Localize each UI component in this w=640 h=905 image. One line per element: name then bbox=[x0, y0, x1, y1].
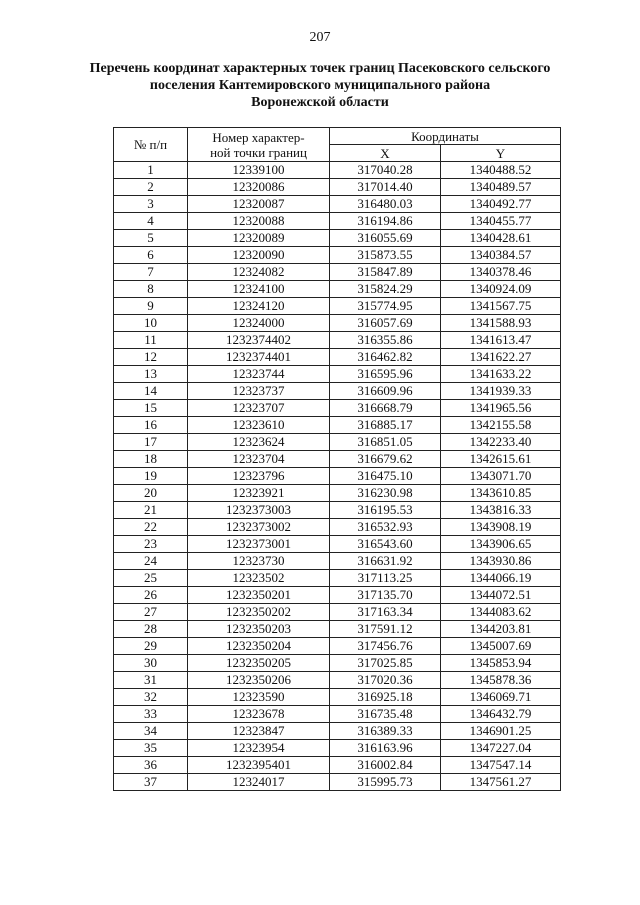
cell-x: 316195.53 bbox=[330, 502, 441, 519]
cell-number: 5 bbox=[114, 230, 188, 247]
cell-number: 22 bbox=[114, 519, 188, 536]
cell-y: 1341613.47 bbox=[441, 332, 561, 349]
cell-point-id: 12323704 bbox=[188, 451, 330, 468]
table-body bbox=[114, 162, 561, 791]
cell-number: 21 bbox=[114, 502, 188, 519]
table-row bbox=[114, 604, 561, 621]
cell-y: 1344072.51 bbox=[441, 587, 561, 604]
cell-y: 1342155.58 bbox=[441, 417, 561, 434]
table-row bbox=[114, 672, 561, 689]
table-row bbox=[114, 332, 561, 349]
cell-point-id: 1232350205 bbox=[188, 655, 330, 672]
cell-x: 316885.17 bbox=[330, 417, 441, 434]
cell-y: 1346432.79 bbox=[441, 706, 561, 723]
cell-x: 316462.82 bbox=[330, 349, 441, 366]
cell-number: 24 bbox=[114, 553, 188, 570]
cell-point-id: 12324082 bbox=[188, 264, 330, 281]
cell-y: 1340455.77 bbox=[441, 213, 561, 230]
document-title bbox=[70, 60, 570, 111]
cell-number: 25 bbox=[114, 570, 188, 587]
cell-point-id: 12320088 bbox=[188, 213, 330, 230]
cell-number: 8 bbox=[114, 281, 188, 298]
cell-point-id: 1232373002 bbox=[188, 519, 330, 536]
cell-number: 30 bbox=[114, 655, 188, 672]
cell-x: 316925.18 bbox=[330, 689, 441, 706]
cell-y: 1343816.33 bbox=[441, 502, 561, 519]
cell-x: 317020.36 bbox=[330, 672, 441, 689]
cell-x: 315995.73 bbox=[330, 774, 441, 791]
cell-x: 315774.95 bbox=[330, 298, 441, 315]
cell-y: 1340384.57 bbox=[441, 247, 561, 264]
table-row bbox=[114, 281, 561, 298]
cell-point-id: 12324120 bbox=[188, 298, 330, 315]
cell-number: 16 bbox=[114, 417, 188, 434]
cell-x: 316609.96 bbox=[330, 383, 441, 400]
cell-number: 35 bbox=[114, 740, 188, 757]
cell-x: 316735.48 bbox=[330, 706, 441, 723]
cell-y: 1347561.27 bbox=[441, 774, 561, 791]
cell-y: 1345878.36 bbox=[441, 672, 561, 689]
cell-point-id: 12323707 bbox=[188, 400, 330, 417]
table-row bbox=[114, 468, 561, 485]
cell-number: 15 bbox=[114, 400, 188, 417]
cell-point-id: 1232350202 bbox=[188, 604, 330, 621]
cell-point-id: 12323624 bbox=[188, 434, 330, 451]
cell-point-id: 12323610 bbox=[188, 417, 330, 434]
cell-number: 2 bbox=[114, 179, 188, 196]
cell-x: 315847.89 bbox=[330, 264, 441, 281]
table-row bbox=[114, 213, 561, 230]
cell-y: 1345853.94 bbox=[441, 655, 561, 672]
cell-number: 34 bbox=[114, 723, 188, 740]
cell-x: 316631.92 bbox=[330, 553, 441, 570]
cell-y: 1341622.27 bbox=[441, 349, 561, 366]
cell-x: 317135.70 bbox=[330, 587, 441, 604]
cell-x: 317456.76 bbox=[330, 638, 441, 655]
cell-y: 1340924.09 bbox=[441, 281, 561, 298]
cell-point-id: 12320090 bbox=[188, 247, 330, 264]
table-row bbox=[114, 536, 561, 553]
cell-number: 36 bbox=[114, 757, 188, 774]
cell-point-id: 12323847 bbox=[188, 723, 330, 740]
cell-x: 316475.10 bbox=[330, 468, 441, 485]
cell-x: 316480.03 bbox=[330, 196, 441, 213]
cell-x: 316355.86 bbox=[330, 332, 441, 349]
cell-number: 19 bbox=[114, 468, 188, 485]
cell-number: 9 bbox=[114, 298, 188, 315]
table-row bbox=[114, 315, 561, 332]
table-row bbox=[114, 519, 561, 536]
cell-x: 317025.85 bbox=[330, 655, 441, 672]
cell-number: 26 bbox=[114, 587, 188, 604]
table-row bbox=[114, 162, 561, 179]
cell-point-id: 12323730 bbox=[188, 553, 330, 570]
cell-number: 32 bbox=[114, 689, 188, 706]
cell-number: 18 bbox=[114, 451, 188, 468]
cell-x: 317113.25 bbox=[330, 570, 441, 587]
table-row bbox=[114, 655, 561, 672]
table-row bbox=[114, 196, 561, 213]
table-row bbox=[114, 400, 561, 417]
cell-number: 27 bbox=[114, 604, 188, 621]
cell-y: 1345007.69 bbox=[441, 638, 561, 655]
cell-x: 317040.28 bbox=[330, 162, 441, 179]
cell-number: 17 bbox=[114, 434, 188, 451]
cell-x: 316532.93 bbox=[330, 519, 441, 536]
table-row bbox=[114, 264, 561, 281]
cell-y: 1343908.19 bbox=[441, 519, 561, 536]
header-point-line-1: Номер характер- bbox=[212, 129, 305, 145]
cell-point-id: 1232350206 bbox=[188, 672, 330, 689]
cell-y: 1340428.61 bbox=[441, 230, 561, 247]
cell-point-id: 1232350203 bbox=[188, 621, 330, 638]
cell-y: 1343610.85 bbox=[441, 485, 561, 502]
cell-point-id: 1232373003 bbox=[188, 502, 330, 519]
cell-point-id: 1232373001 bbox=[188, 536, 330, 553]
cell-y: 1341965.56 bbox=[441, 400, 561, 417]
table-row bbox=[114, 383, 561, 400]
table-row bbox=[114, 451, 561, 468]
cell-number: 20 bbox=[114, 485, 188, 502]
cell-y: 1346069.71 bbox=[441, 689, 561, 706]
table-row bbox=[114, 774, 561, 791]
cell-point-id: 12320087 bbox=[188, 196, 330, 213]
cell-y: 1341939.33 bbox=[441, 383, 561, 400]
cell-number: 29 bbox=[114, 638, 188, 655]
header-coordinates: Координаты bbox=[330, 128, 561, 145]
table-row bbox=[114, 349, 561, 366]
header-x: X bbox=[330, 145, 441, 162]
cell-point-id: 12323502 bbox=[188, 570, 330, 587]
cell-number: 7 bbox=[114, 264, 188, 281]
table-row bbox=[114, 434, 561, 451]
table-row bbox=[114, 570, 561, 587]
title-line-1: Перечень координат характерных точек границ Пасековского сельского bbox=[89, 61, 551, 76]
cell-number: 3 bbox=[114, 196, 188, 213]
cell-x: 316163.96 bbox=[330, 740, 441, 757]
cell-x: 316055.69 bbox=[330, 230, 441, 247]
cell-y: 1344203.81 bbox=[441, 621, 561, 638]
cell-point-id: 12323796 bbox=[188, 468, 330, 485]
title-line-3: Воронежской области bbox=[251, 95, 389, 110]
cell-number: 31 bbox=[114, 672, 188, 689]
cell-point-id: 12339100 bbox=[188, 162, 330, 179]
cell-point-id: 1232350201 bbox=[188, 587, 330, 604]
cell-x: 315824.29 bbox=[330, 281, 441, 298]
cell-x: 316668.79 bbox=[330, 400, 441, 417]
cell-x: 315873.55 bbox=[330, 247, 441, 264]
cell-y: 1343906.65 bbox=[441, 536, 561, 553]
header-point bbox=[188, 128, 330, 162]
cell-y: 1343071.70 bbox=[441, 468, 561, 485]
cell-point-id: 12323744 bbox=[188, 366, 330, 383]
cell-x: 317591.12 bbox=[330, 621, 441, 638]
cell-number: 37 bbox=[114, 774, 188, 791]
table-row bbox=[114, 740, 561, 757]
cell-x: 316194.86 bbox=[330, 213, 441, 230]
cell-y: 1346901.25 bbox=[441, 723, 561, 740]
cell-x: 317014.40 bbox=[330, 179, 441, 196]
cell-x: 316057.69 bbox=[330, 315, 441, 332]
cell-y: 1341588.93 bbox=[441, 315, 561, 332]
coordinates-table bbox=[113, 127, 561, 791]
table-row bbox=[114, 621, 561, 638]
table-row bbox=[114, 587, 561, 604]
title-line-2: поселения Кантемировского муниципального района bbox=[149, 78, 491, 93]
header-y: Y bbox=[441, 145, 561, 162]
cell-x: 316851.05 bbox=[330, 434, 441, 451]
cell-point-id: 12323678 bbox=[188, 706, 330, 723]
table-row bbox=[114, 230, 561, 247]
cell-point-id: 1232374401 bbox=[188, 349, 330, 366]
cell-y: 1340492.77 bbox=[441, 196, 561, 213]
cell-y: 1344066.19 bbox=[441, 570, 561, 587]
page-number: 207 bbox=[309, 30, 331, 45]
cell-point-id: 12320086 bbox=[188, 179, 330, 196]
table-row bbox=[114, 485, 561, 502]
table-row bbox=[114, 706, 561, 723]
table-row bbox=[114, 298, 561, 315]
header-point-line-2: ной точки границ bbox=[210, 144, 307, 160]
table-row bbox=[114, 417, 561, 434]
cell-number: 4 bbox=[114, 213, 188, 230]
cell-y: 1341633.22 bbox=[441, 366, 561, 383]
table-row bbox=[114, 723, 561, 740]
cell-y: 1344083.62 bbox=[441, 604, 561, 621]
cell-y: 1342615.61 bbox=[441, 451, 561, 468]
table-header bbox=[114, 128, 561, 162]
table-row bbox=[114, 502, 561, 519]
table-row bbox=[114, 179, 561, 196]
cell-y: 1340489.57 bbox=[441, 179, 561, 196]
cell-number: 14 bbox=[114, 383, 188, 400]
table-row bbox=[114, 553, 561, 570]
cell-x: 316595.96 bbox=[330, 366, 441, 383]
cell-number: 13 bbox=[114, 366, 188, 383]
cell-number: 23 bbox=[114, 536, 188, 553]
cell-number: 28 bbox=[114, 621, 188, 638]
cell-number: 12 bbox=[114, 349, 188, 366]
cell-number: 1 bbox=[114, 162, 188, 179]
cell-point-id: 12324100 bbox=[188, 281, 330, 298]
table-row bbox=[114, 366, 561, 383]
cell-y: 1347227.04 bbox=[441, 740, 561, 757]
cell-x: 316002.84 bbox=[330, 757, 441, 774]
cell-point-id: 12323590 bbox=[188, 689, 330, 706]
cell-point-id: 12324017 bbox=[188, 774, 330, 791]
cell-y: 1347547.14 bbox=[441, 757, 561, 774]
cell-point-id: 12323954 bbox=[188, 740, 330, 757]
cell-y: 1343930.86 bbox=[441, 553, 561, 570]
table-row bbox=[114, 757, 561, 774]
cell-point-id: 12323737 bbox=[188, 383, 330, 400]
header-number: № п/п bbox=[114, 128, 188, 162]
cell-point-id: 1232350204 bbox=[188, 638, 330, 655]
cell-y: 1341567.75 bbox=[441, 298, 561, 315]
cell-x: 316543.60 bbox=[330, 536, 441, 553]
cell-number: 10 bbox=[114, 315, 188, 332]
cell-y: 1340488.52 bbox=[441, 162, 561, 179]
cell-y: 1342233.40 bbox=[441, 434, 561, 451]
cell-y: 1340378.46 bbox=[441, 264, 561, 281]
cell-x: 316389.33 bbox=[330, 723, 441, 740]
cell-point-id: 12323921 bbox=[188, 485, 330, 502]
cell-point-id: 1232374402 bbox=[188, 332, 330, 349]
table-row bbox=[114, 638, 561, 655]
cell-x: 316230.98 bbox=[330, 485, 441, 502]
table-row bbox=[114, 689, 561, 706]
table-row bbox=[114, 247, 561, 264]
cell-point-id: 12324000 bbox=[188, 315, 330, 332]
cell-x: 317163.34 bbox=[330, 604, 441, 621]
cell-number: 11 bbox=[114, 332, 188, 349]
cell-x: 316679.62 bbox=[330, 451, 441, 468]
cell-number: 6 bbox=[114, 247, 188, 264]
cell-number: 33 bbox=[114, 706, 188, 723]
cell-point-id: 1232395401 bbox=[188, 757, 330, 774]
cell-point-id: 12320089 bbox=[188, 230, 330, 247]
